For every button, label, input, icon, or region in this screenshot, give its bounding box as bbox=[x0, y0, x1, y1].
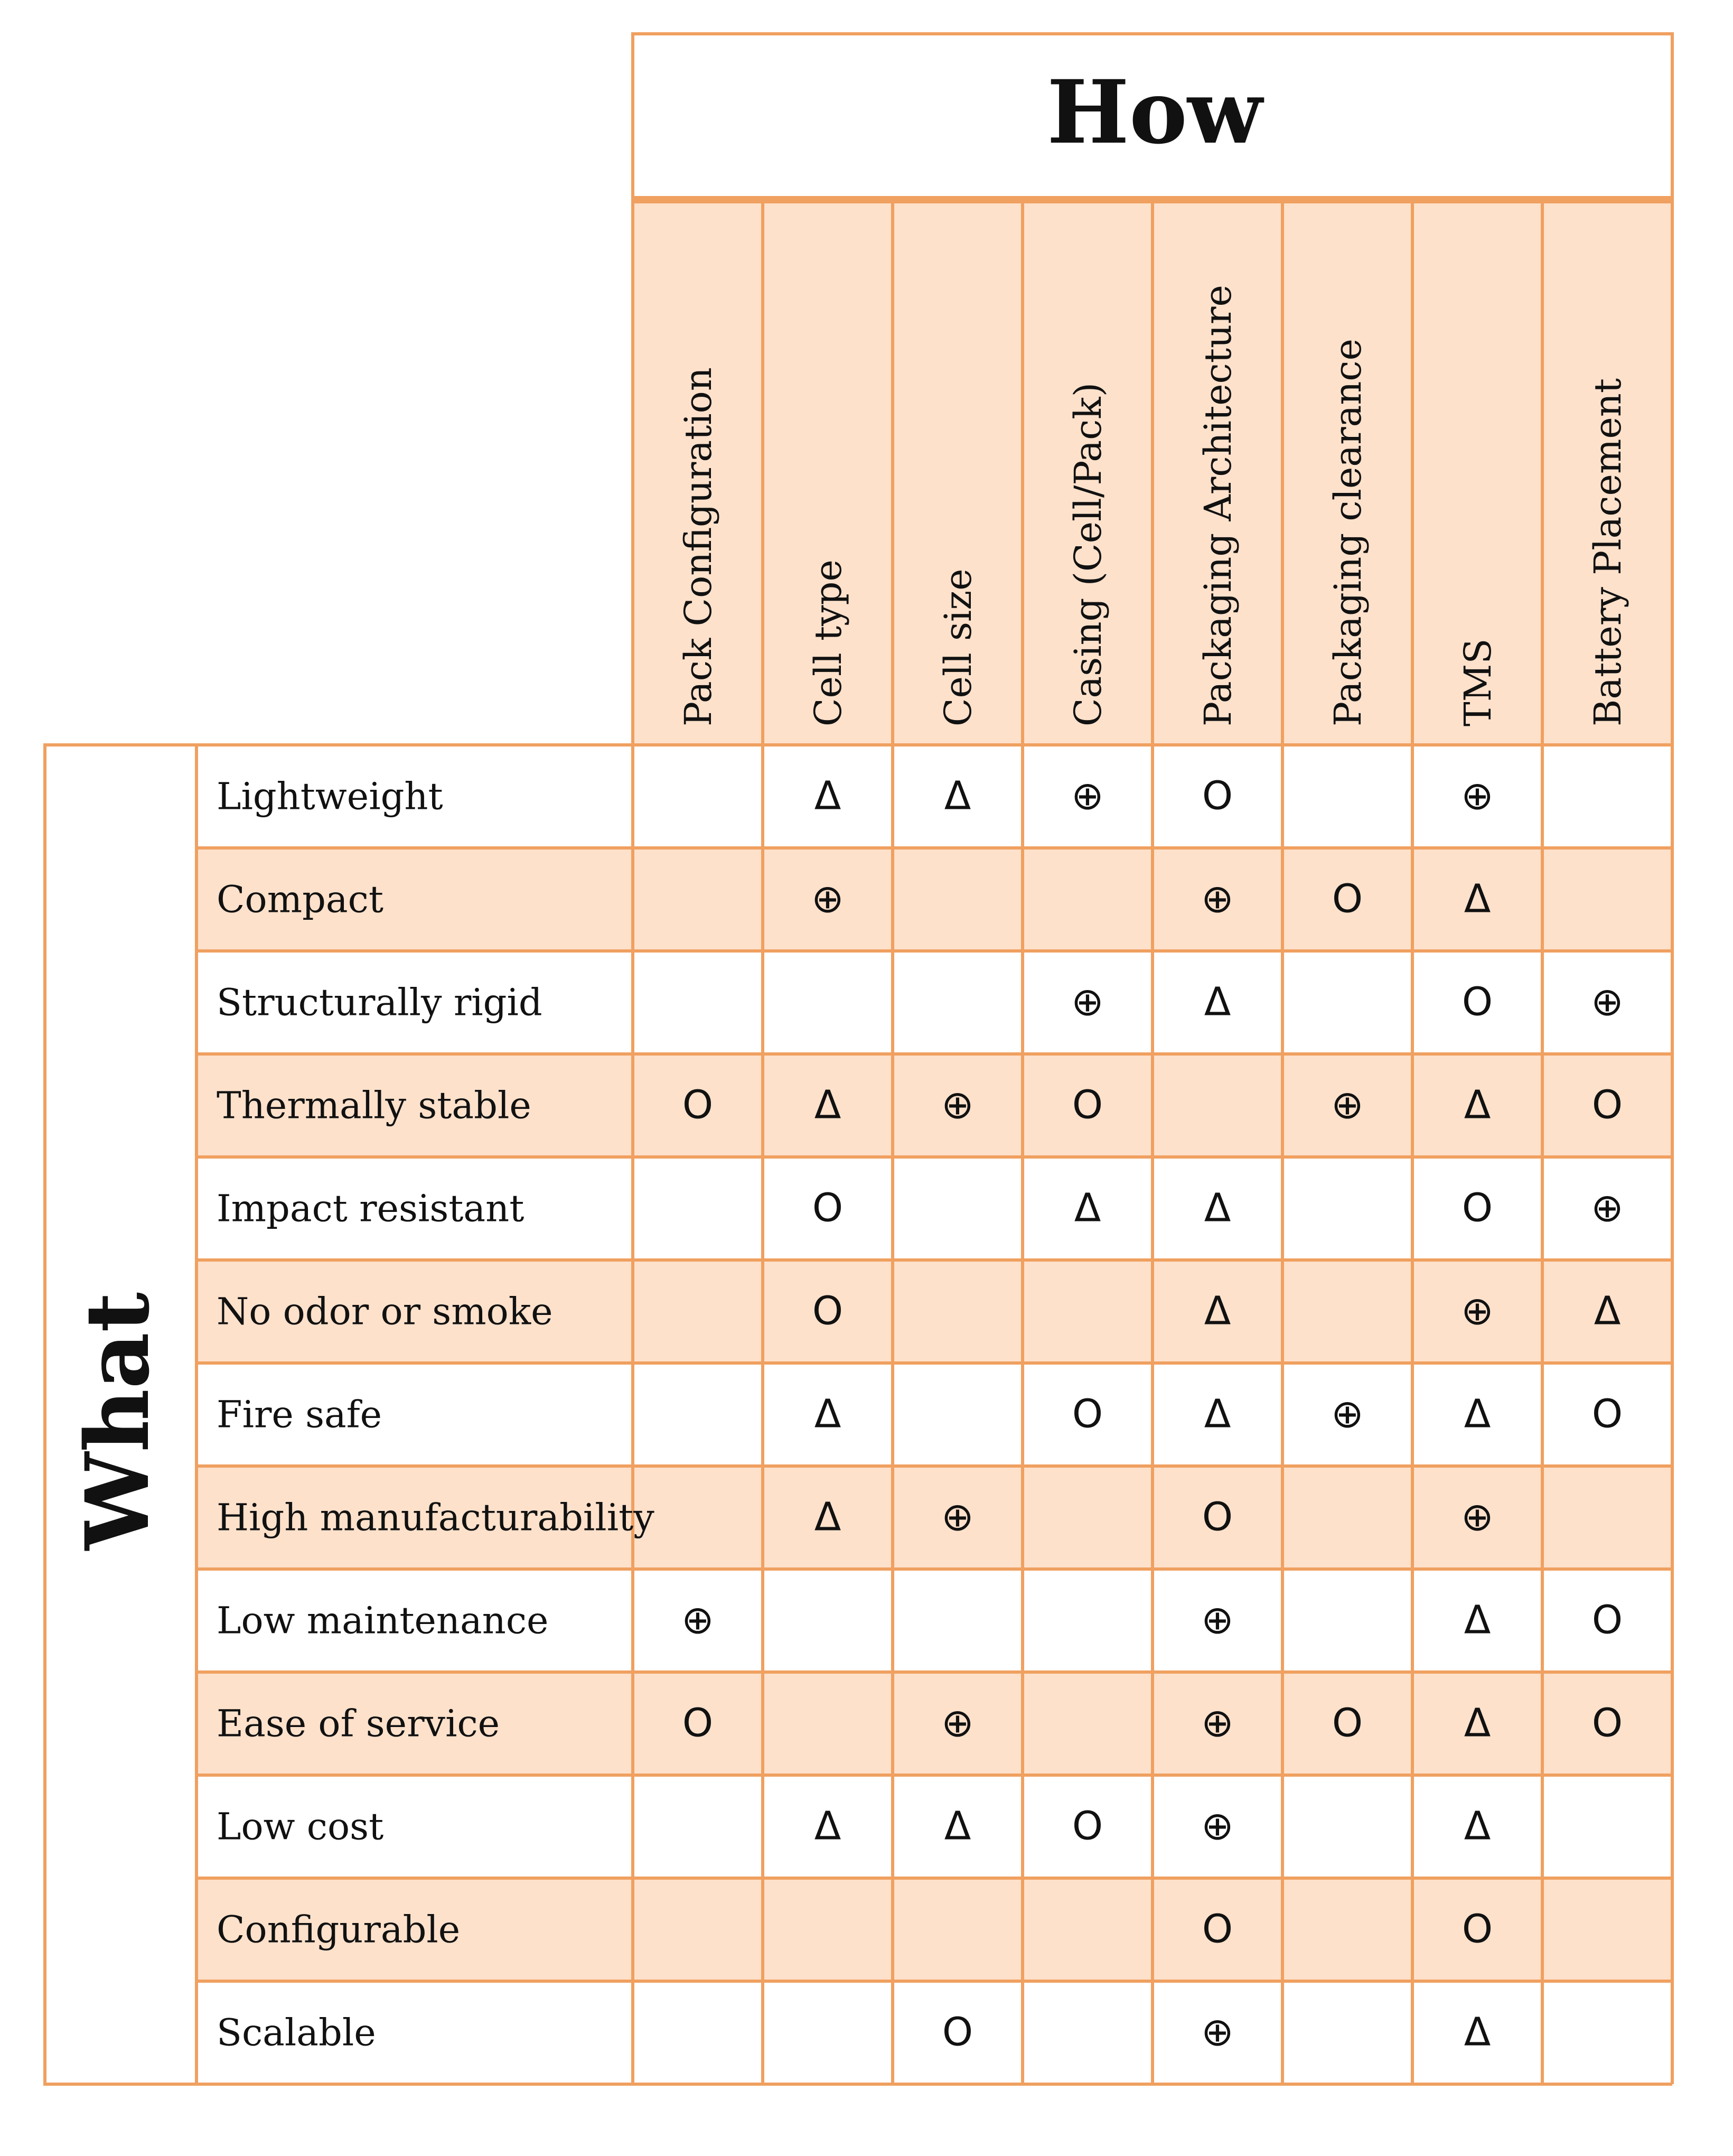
matrix-cell-symbol: ⊕ bbox=[1460, 1494, 1494, 1540]
matrix-cell-symbol: O bbox=[1202, 1906, 1233, 1952]
matrix-cell-symbol: Δ bbox=[1464, 1700, 1491, 1746]
row-fill bbox=[196, 848, 1672, 951]
matrix-cell-symbol: Δ bbox=[1464, 2009, 1491, 2055]
matrix-cell-symbol: O bbox=[1591, 1082, 1623, 1128]
matrix-cell-symbol: ⊕ bbox=[1201, 1700, 1234, 1746]
matrix-cell-symbol: O bbox=[1202, 1494, 1233, 1540]
matrix-cell-symbol: O bbox=[1072, 1082, 1103, 1128]
matrix-cell-symbol: O bbox=[812, 1288, 844, 1334]
matrix-cell-symbol: ⊕ bbox=[941, 1700, 975, 1746]
row-label: Impact resistant bbox=[217, 1187, 524, 1230]
matrix-cell-symbol: O bbox=[1072, 1391, 1103, 1437]
row-label: Lightweight bbox=[217, 774, 443, 818]
matrix-cell-symbol: Δ bbox=[814, 1803, 841, 1849]
matrix-cell-symbol: ⊕ bbox=[1590, 979, 1624, 1025]
row-label: Thermally stable bbox=[217, 1084, 531, 1127]
matrix-cell-symbol: O bbox=[812, 1185, 844, 1231]
matrix-cell-symbol: O bbox=[1072, 1803, 1103, 1849]
matrix-cell-symbol: ⊕ bbox=[1071, 979, 1104, 1025]
row-label: Structurally rigid bbox=[217, 981, 542, 1024]
row-label: Scalable bbox=[217, 2011, 376, 2055]
row-label: Fire safe bbox=[217, 1393, 382, 1436]
column-header-4: Casing (Cell/Pack) bbox=[1066, 382, 1110, 726]
matrix-cell-symbol: O bbox=[1591, 1700, 1623, 1746]
row-label: Low maintenance bbox=[217, 1599, 549, 1642]
matrix-cell-symbol: Δ bbox=[1204, 979, 1231, 1025]
matrix-cell-symbol: Δ bbox=[1204, 1288, 1231, 1334]
matrix-cell-symbol: Δ bbox=[1464, 1597, 1491, 1643]
column-header-7: TMS bbox=[1456, 638, 1500, 726]
matrix-cell-symbol: ⊕ bbox=[1590, 1185, 1624, 1231]
matrix-cell-symbol: ⊕ bbox=[811, 876, 845, 922]
matrix-cell-symbol: O bbox=[1332, 1700, 1363, 1746]
row-labels bbox=[217, 775, 654, 2055]
matrix-cell-symbol: O bbox=[1332, 876, 1363, 922]
matrix-cell-symbol: O bbox=[1462, 979, 1493, 1025]
matrix-cell-symbol: Δ bbox=[944, 773, 971, 819]
matrix-cell-symbol: Δ bbox=[1594, 1288, 1621, 1334]
column-header-2: Cell type bbox=[807, 559, 850, 726]
matrix-cell-symbol: Δ bbox=[814, 1082, 841, 1128]
matrix-cell-symbol: ⊕ bbox=[1331, 1082, 1364, 1128]
matrix-cell-symbol: ⊕ bbox=[1331, 1391, 1364, 1437]
matrix-cell-symbol: O bbox=[1591, 1391, 1623, 1437]
row-label: High manufacturability bbox=[217, 1496, 654, 1539]
matrix-cell-symbol: Δ bbox=[1464, 1391, 1491, 1437]
matrix-cell-symbol: ⊕ bbox=[1201, 2009, 1234, 2055]
matrix-cell-symbol: Δ bbox=[814, 773, 841, 819]
matrix-cell-symbol: Δ bbox=[1204, 1185, 1231, 1231]
column-header-5: Packaging Architecture bbox=[1196, 285, 1240, 726]
matrix-cell-symbol: O bbox=[942, 2009, 973, 2055]
matrix-cell-symbol: ⊕ bbox=[1460, 1288, 1494, 1334]
matrix-cell-symbol: Δ bbox=[814, 1494, 841, 1540]
matrix-cell-symbol: Δ bbox=[1464, 876, 1491, 922]
matrix-cell-symbol: Δ bbox=[814, 1391, 841, 1437]
matrix-cell-symbol: O bbox=[682, 1700, 714, 1746]
matrix-cell-symbol: Δ bbox=[944, 1803, 971, 1849]
matrix-cell-symbol: O bbox=[682, 1082, 714, 1128]
row-label: Compact bbox=[217, 878, 383, 921]
matrix-cell-symbol: Δ bbox=[1204, 1391, 1231, 1437]
row-label: Low cost bbox=[217, 1805, 384, 1849]
matrix-cell-symbol: ⊕ bbox=[941, 1082, 975, 1128]
matrix-cell-symbol: Δ bbox=[1464, 1803, 1491, 1849]
matrix-cell-symbol: ⊕ bbox=[1201, 1803, 1234, 1849]
what-title: What bbox=[66, 1292, 168, 1551]
matrix-cell-symbol: ⊕ bbox=[941, 1494, 975, 1540]
matrix-cell-symbol: O bbox=[1462, 1185, 1493, 1231]
matrix-cell-symbol: O bbox=[1591, 1597, 1623, 1643]
row-label: Configurable bbox=[217, 1908, 461, 1952]
matrix-cell-symbol: ⊕ bbox=[1201, 1597, 1234, 1643]
how-title: How bbox=[1047, 61, 1262, 163]
matrix-cell-symbol: O bbox=[1202, 773, 1233, 819]
matrix-cell-symbol: O bbox=[1462, 1906, 1493, 1952]
column-header-8: Battery Placement bbox=[1586, 378, 1629, 726]
matrix-cell-symbol: ⊕ bbox=[1460, 773, 1494, 819]
matrix-cell-symbol: ⊕ bbox=[1201, 876, 1234, 922]
row-label: Ease of service bbox=[217, 1702, 500, 1746]
column-header-1: Pack Configuration bbox=[677, 367, 720, 726]
matrix-cell-symbol: ⊕ bbox=[681, 1597, 715, 1643]
row-label: No odor or smoke bbox=[217, 1290, 553, 1333]
matrix-cell-symbol: Δ bbox=[1074, 1185, 1101, 1231]
column-header-6: Packaging clearance bbox=[1326, 338, 1370, 726]
matrix-cell-symbol: Δ bbox=[1464, 1082, 1491, 1128]
matrix-cell-symbol: ⊕ bbox=[1071, 773, 1104, 819]
column-header-3: Cell size bbox=[936, 568, 980, 726]
